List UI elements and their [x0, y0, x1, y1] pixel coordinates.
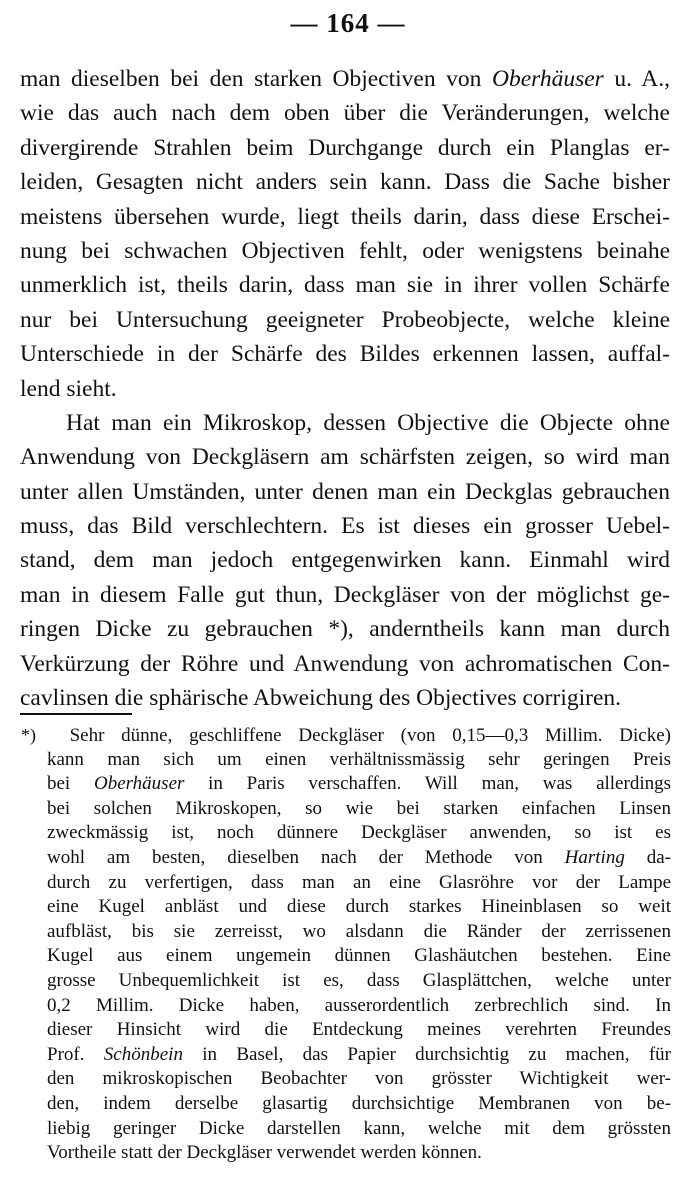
text-run: in Basel, das Papier durchsichtig zu machen, für: [182, 1043, 671, 1065]
footnote-line: grosse Unbequemlichkeit ist es, dass Glasplättchen, welche unter: [47, 969, 671, 991]
text-line: muss, das Bild verschlechtern. Es ist dieses ein grosser Uebel-: [20, 513, 670, 540]
footnote-line: den mikroskopischen Beobachter von grösster Wichtigkeit wer-: [47, 1068, 671, 1090]
footnote-line: dieser Hinsicht wird die Entdeckung meines verehrten Freundes: [47, 1019, 671, 1041]
footnote-rule: [20, 713, 132, 715]
footnote: [21, 723, 672, 1166]
text-line: ringen Dicke zu gebrauchen *), anderntheils kann man durch: [20, 616, 670, 643]
footnote-line: zweckmässig ist, noch dünnere Deckgläser anwenden, so ist es: [47, 822, 671, 844]
footnote-line: 0,2 Millim. Dicke haben, ausserordentlich zerbrechlich sind. In: [47, 994, 671, 1016]
text-line: unter allen Umständen, unter denen man ein Deckglas gebrauchen: [20, 478, 670, 505]
text-line: Verkürzung der Röhre und Anwendung von achromatischen Con-: [20, 650, 670, 677]
text-line: divergirende Strahlen beim Durchgange durch ein Planglas er-: [20, 134, 670, 161]
text-line: lend sieht.: [20, 375, 117, 402]
footnote-line: [47, 846, 671, 871]
text-run: Prof.: [47, 1043, 104, 1065]
footnote-line: [47, 772, 671, 797]
footnote-marker: *): [21, 725, 36, 745]
paragraph-1: [20, 62, 670, 406]
footnote-line: Kugel aus einem ungemein dünnen Glashäutchen bestehen. Eine: [47, 945, 671, 967]
footnote-line: liebig geringer Dicke darstellen kann, welche mit dem grössten: [47, 1117, 671, 1139]
person-name: Harting: [564, 846, 625, 868]
person-name: Oberhäuser: [93, 773, 185, 795]
footnote-line: den, indem derselbe glasartig durchsichtige Membranen von be-: [47, 1092, 671, 1114]
text-run: Sehr dünne, geschliffene Deckgläser (von 0,15—0,3 Millim. Dicke): [69, 725, 672, 746]
footnote-line: bei solchen Mikroskopen, so wie bei starken einfachen Linsen: [47, 797, 671, 819]
text-line: unmerklich ist, theils darin, dass man sie in ihrer vollen Schärfe: [20, 272, 670, 299]
footnote-line: [47, 1043, 671, 1068]
text-line: nung bei schwachen Objectiven fehlt, oder wenigstens beinahe: [20, 237, 670, 264]
text-line: meistens übersehen wurde, liegt theils darin, dass diese Erschei-: [20, 203, 670, 230]
text-run: da-: [624, 846, 671, 868]
footnote-line: aufbläst, bis sie zerreisst, wo alsdann die Ränder der zerrissenen: [47, 920, 671, 942]
text-run: in Paris verschaffen. Will man, was allerdings: [184, 773, 671, 795]
text-line: stand, dem man jedoch entgegenwirken kann. Einmahl wird: [20, 547, 670, 574]
text-line: Anwendung von Deckgläsern am schärfsten zeigen, so wird man: [20, 444, 670, 471]
page-number: — 164 —: [290, 8, 406, 38]
body-text: [20, 62, 670, 715]
text-run: wohl am besten, dieselben nach der Methode von: [47, 846, 565, 868]
text-line: man in diesem Falle gut thun, Deckgläser von der möglichst ge-: [20, 581, 670, 608]
text-line: cavlinsen die sphärische Abweichung des Objectives corrigiren.: [20, 685, 622, 712]
person-name: Oberhäuser: [491, 66, 604, 92]
text-line: Hat man ein Mikroskop, dessen Objective die Objecte ohne: [66, 409, 670, 436]
person-name: Schönbein: [103, 1043, 183, 1065]
footnote-line: kann man sich um einen verhältnissmässig sehr geringen Preis: [47, 748, 671, 770]
text-line: leiden, Gesagten nicht anders sein kann. Dass die Sache bisher: [20, 169, 670, 196]
marker-gap: [36, 725, 70, 746]
footnote-line: durch zu verfertigen, dass man an eine Glasröhre vor der Lampe: [47, 871, 671, 893]
footnote-line: [21, 723, 671, 748]
text-line: nur bei Untersuchung geeigneter Probeobjecte, welche kleine: [20, 306, 670, 333]
text-line: [20, 62, 670, 96]
text-line: wie das auch nach dem oben über die Veränderungen, welche: [20, 100, 670, 127]
footnote-line: Vortheile statt der Deckgläser verwendet werden können.: [47, 1142, 482, 1164]
footnote-line: eine Kugel anbläst und diese durch starkes Hineinblasen so weit: [47, 896, 671, 918]
text-run: man dieselben bei den starken Objectiven von: [20, 66, 492, 92]
paragraph-2: [20, 406, 670, 716]
text-line: Unterschiede in der Schärfe des Bildes erkennen lassen, auffal-: [20, 341, 670, 368]
text-run: u. A.,: [603, 66, 670, 92]
text-run: bei: [47, 773, 94, 795]
